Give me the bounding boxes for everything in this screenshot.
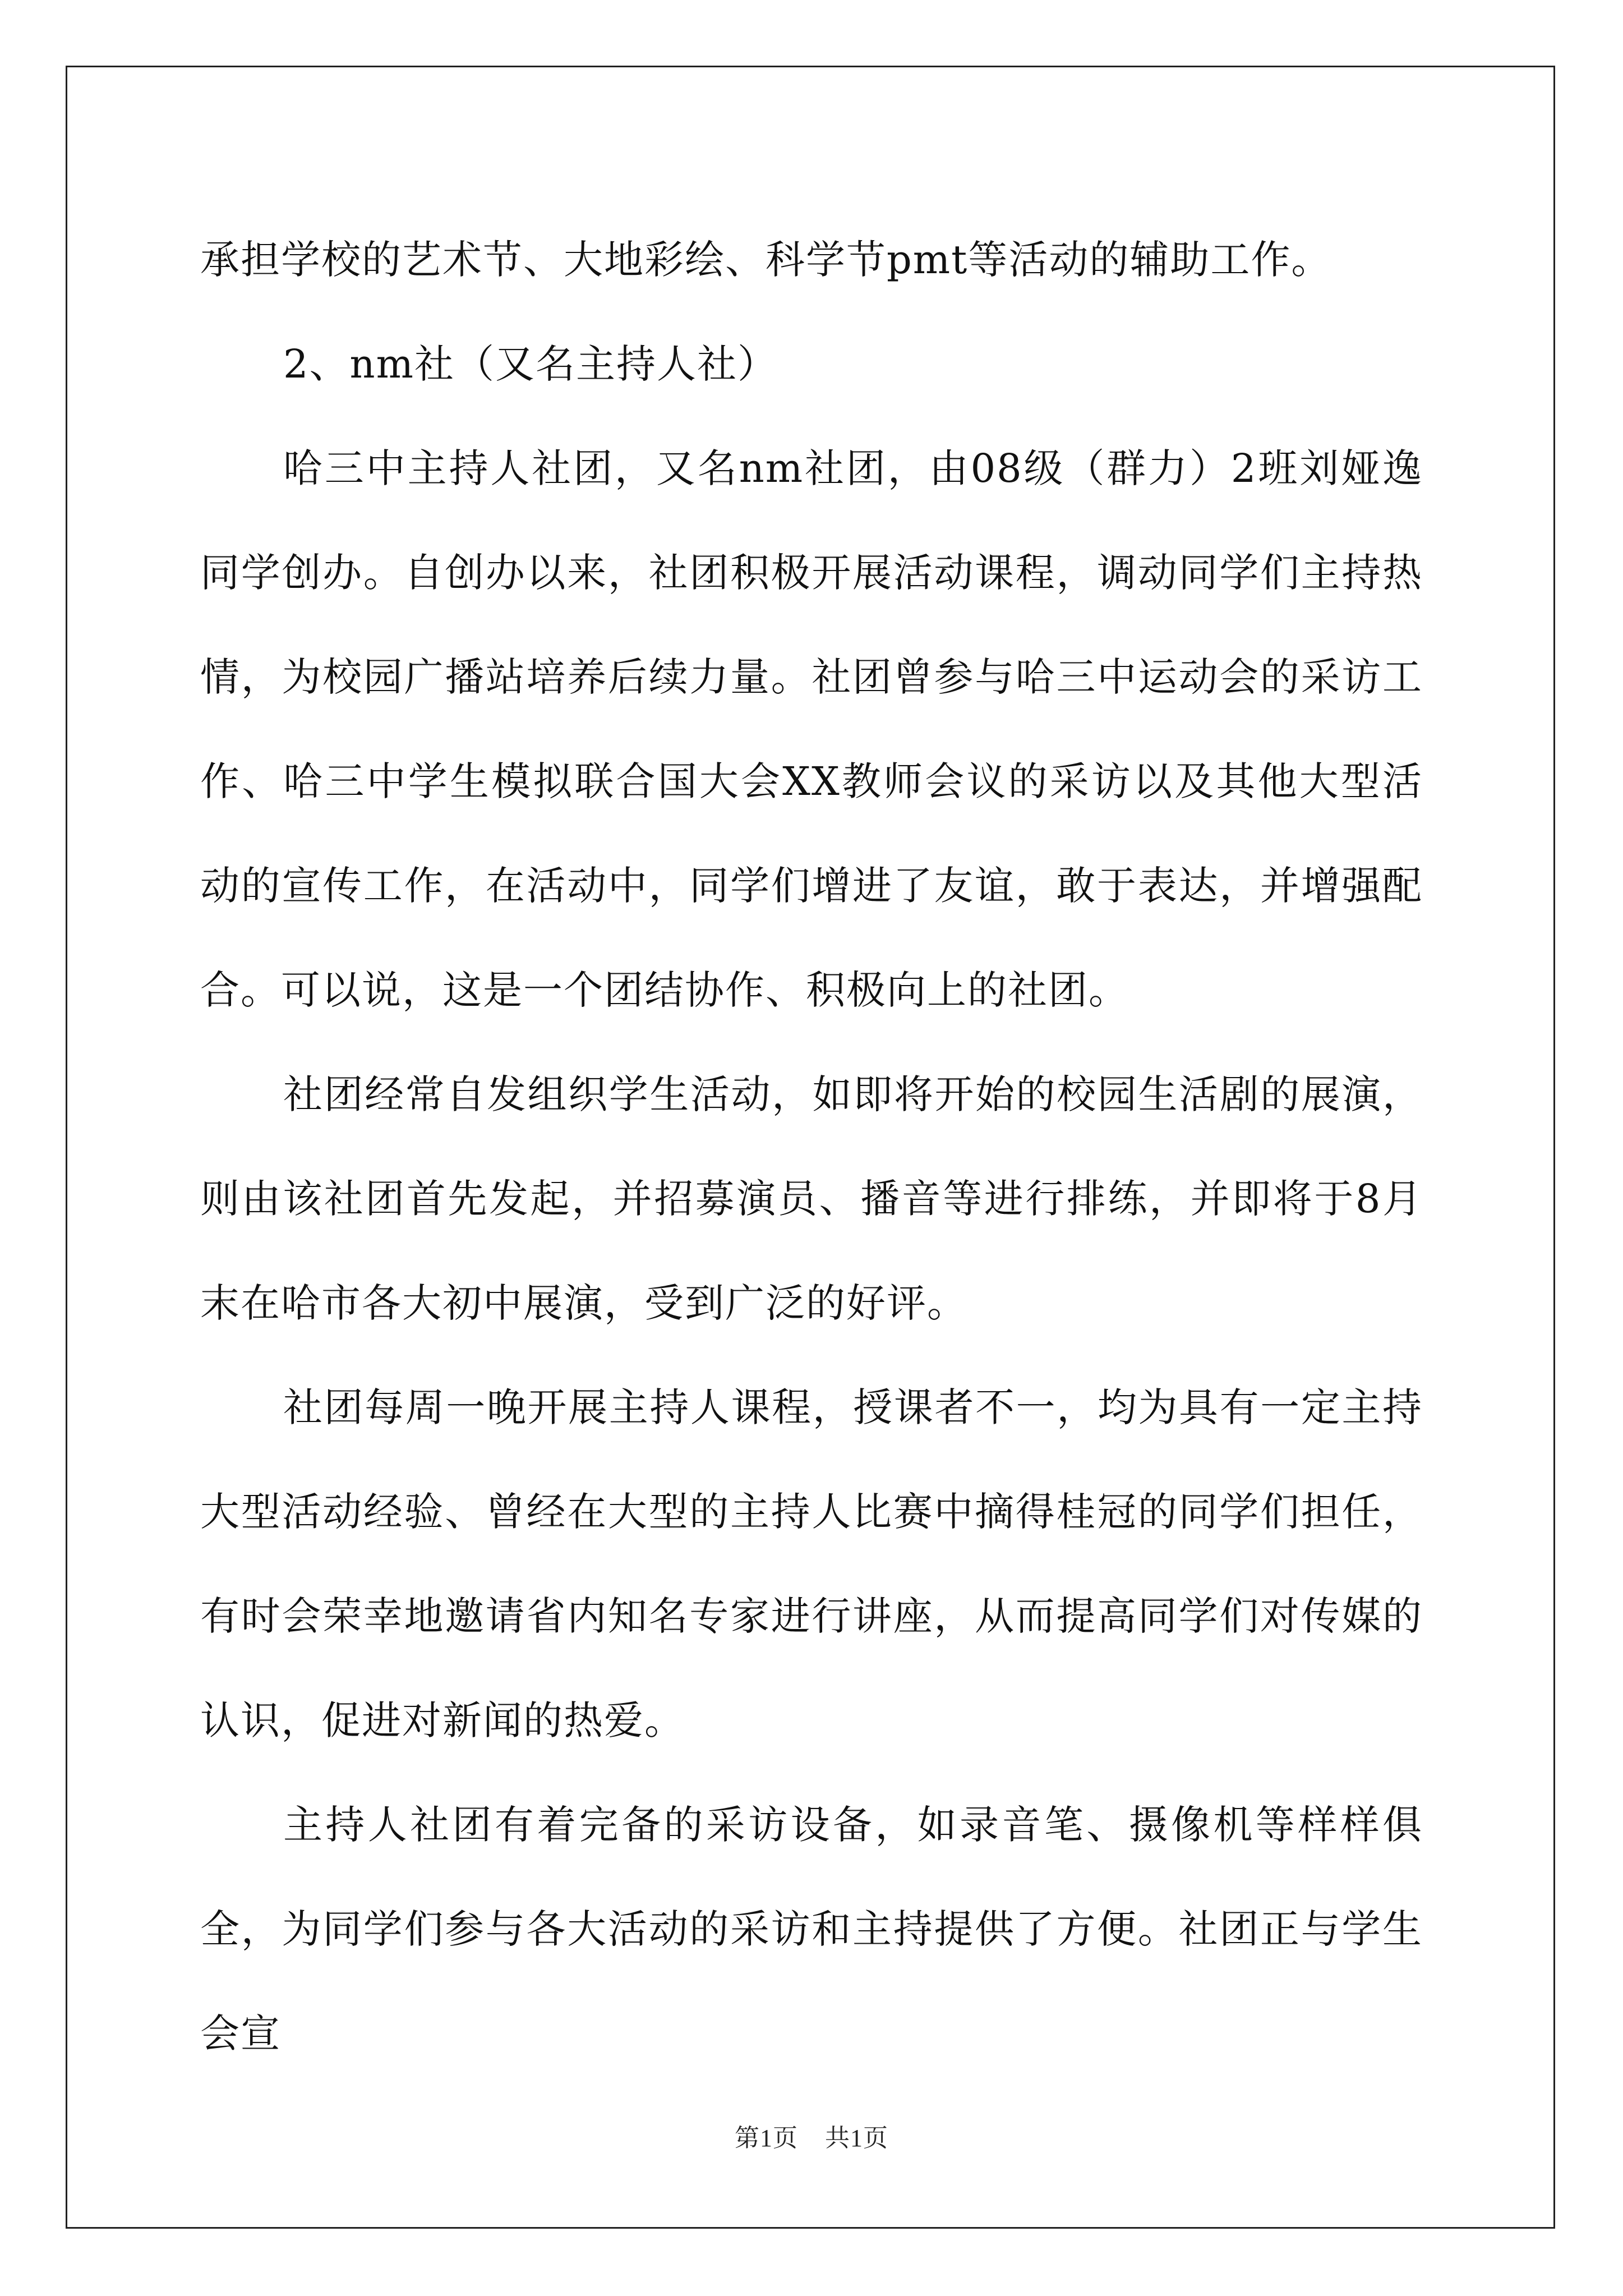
page-footer (0, 2118, 1623, 2154)
page-total: 共1页 (825, 2124, 888, 2152)
document-body (200, 208, 1423, 2086)
paragraph: 主持人社团有着完备的采访设备，如录音笔、摄像机等样样俱全，为同学们参与各大活动的采访和主持提供了方便。社团正与学生会宣 (200, 1802, 1423, 2056)
paragraph: 哈三中主持人社团，又名nm社团，由08级（群力）2班刘娅逸同学创办。自创办以来，社团积极开展活动课程，调动同学们主持热情，为校园广播站培养后续力量。社团曾参与哈三中运动会的采访工作、哈三中学生模拟联合国大会XX教师会议的采访以及其他大型活动的宣传工作，在活动中，同学们增进了友谊，敢于表达，并增强配合。可以说，这是一个团结协作、积极向上的社团。 (200, 445, 1423, 1013)
paragraph: 社团经常自发组织学生活动，如即将开始的校园生活剧的展演，则由该社团首先发起，并招募演员、播音等进行排练，并即将于8月末在哈市各大初中展演，受到广泛的好评。 (200, 1071, 1423, 1326)
paragraph: 承担学校的艺术节、大地彩绘、科学节pmt等活动的辅助工作。 (200, 237, 1332, 283)
section-heading: 2、nm社（又名主持人社） (283, 341, 778, 387)
paragraph: 社团每周一晚开展主持人课程，授课者不一，均为具有一定主持大型活动经验、曾经在大型的主持人比赛中摘得桂冠的同学们担任，有时会荣幸地邀请省内知名专家进行讲座，从而提高同学们对传媒的认识，促进对新闻的热爱。 (200, 1384, 1423, 1743)
page-number: 第1页 (735, 2124, 798, 2152)
